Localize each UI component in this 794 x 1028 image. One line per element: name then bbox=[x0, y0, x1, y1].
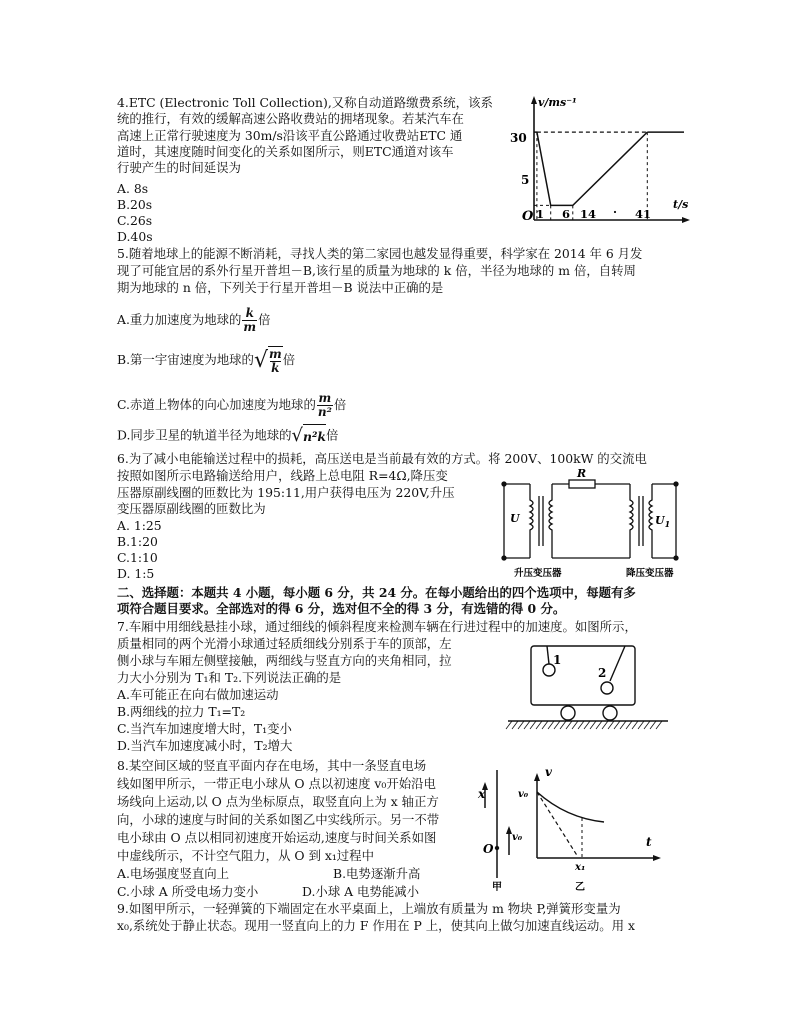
q7-option-d: D.当汽车加速度减小时，T₂增大 bbox=[117, 738, 293, 753]
dashed-velocity-line bbox=[537, 792, 578, 857]
q6-line-1: 6.为了减小电能输送过程中的损耗，高压送电是当前最有效的方式。将 200V、100kW 的交流电 bbox=[117, 451, 647, 466]
q6-option-a: A. 1:25 bbox=[117, 518, 162, 533]
q5-line-3: 期为地球的 n 倍，下列关于行星开普坦－B 说法中正确的是 bbox=[117, 280, 444, 295]
graph-y-label: v/ms⁻¹ bbox=[538, 96, 577, 109]
q5-line-2: 现了可能宜居的系外行星开普坦－B,该行星的质量为地球的 k 倍，半径为地球的 m 倍，自转周 bbox=[117, 263, 636, 278]
step-up-caption: 升压变压器 bbox=[514, 568, 562, 579]
graph-x1-label: x₁ bbox=[575, 862, 586, 873]
q8-option-a: A.电场强度竖直向上 bbox=[117, 866, 230, 881]
q4-line-2: 统的推行，有效的缓解高速公路收费站的拥堵现象。若某汽车在 bbox=[117, 111, 464, 126]
x-tick-6: 6 bbox=[562, 207, 571, 221]
q8-option-d: D.小球 A 电势能减小 bbox=[302, 884, 419, 899]
q7-option-c: C.当汽车加速度增大时，T₁变小 bbox=[117, 721, 292, 736]
step-down-caption: 降压变压器 bbox=[626, 568, 674, 579]
q7-option-a: A.车可能正在向右做加速运动 bbox=[117, 687, 279, 702]
figure-jia-caption: 甲 bbox=[492, 882, 502, 893]
graph-v-axis: v bbox=[545, 765, 552, 779]
q4-option-c: C.26s bbox=[117, 213, 153, 228]
x-tick-41: 41 bbox=[635, 207, 652, 221]
graph-x-label: t/s bbox=[673, 198, 689, 211]
q8-line-2: 线如图甲所示，一带正电小球从 O 点以初速度 v₀开始沿电 bbox=[117, 776, 436, 791]
q7-line-4: 力大小分别为 T₁和 T₂.下列说法正确的是 bbox=[117, 670, 342, 685]
q7-option-b: B.两细线的拉力 T₁=T₂ bbox=[117, 704, 246, 719]
q5-line-1: 5.随着地球上的能源不断消耗，寻找人类的第二家园也越发显得重要，科学家在 2014 年 6 月发 bbox=[117, 246, 643, 261]
q9-line-2: x₀,系统处于静止状态。现用一竖直向上的力 F 作用在 P 上，使其向上做匀加速直线运动。用 x bbox=[117, 918, 635, 933]
q7-line-1: 7.车厢中用细线悬挂小球，通过细线的倾斜程度来检测车辆在行进过程中的加速度。如图所示， bbox=[117, 619, 637, 634]
q5-option-a: A.重力加速度为地球的 $\frac{k}{m}$ 倍 bbox=[117, 306, 271, 334]
q5-option-d: D.同步卫星的轨道半径为地球的 √ n²k 倍 bbox=[117, 425, 339, 446]
figure-yi-caption: 乙 bbox=[575, 882, 585, 893]
q4-line-1: 4.ETC (Electronic Toll Collection),又称自动道路缴费系统，该系 bbox=[117, 95, 493, 110]
q6-line-2: 按照如图所示电路输送给用户，线路上总电阻 R=4Ω,降压变 bbox=[117, 468, 448, 483]
q6-option-c: C.1:10 bbox=[117, 550, 158, 565]
q4-option-b: B.20s bbox=[117, 197, 153, 212]
section2-line-2: 项符合题目要求。全部选对的得 6 分，选对但不全的得 3 分，有选错的得 0 分。 bbox=[117, 601, 566, 616]
sqrt-n2k: √ n²k bbox=[291, 425, 327, 446]
q4-option-a: A. 8s bbox=[117, 181, 149, 196]
q9-line-1: 9.如图甲所示，一轻弹簧的下端固定在水平桌面上，上端放有质量为 m 物块 P,弹簧形变量为 bbox=[117, 901, 621, 916]
x-tick-1: 1 bbox=[536, 207, 545, 221]
q4-line-4: 道时，其速度随时间变化的关系如图所示，则ETC通道对该车 bbox=[117, 144, 454, 159]
q4-option-d: D.40s bbox=[117, 229, 153, 244]
x-tick-dot: · bbox=[613, 205, 618, 219]
q4-line-3: 高速上正常行驶速度为 30m/s沿该平直公路通过收费站ETC 通 bbox=[117, 128, 463, 143]
graph-v0-label: v₀ bbox=[518, 789, 529, 800]
q7-line-2: 质量相同的两个光滑小球通过轻质细线分别系于车的顶部，左 bbox=[117, 636, 452, 651]
q8-option-b: B.电势逐渐升高 bbox=[333, 866, 421, 881]
x-tick-14: 14 bbox=[580, 207, 597, 221]
sqrt-m-over-k: √ $\frac{m}{k}$ bbox=[253, 347, 282, 375]
q8-option-c: C.小球 A 所受电场力变小 bbox=[117, 884, 259, 899]
voltage-u-label: U bbox=[510, 512, 520, 525]
ball-1-label: 1 bbox=[553, 653, 562, 667]
y-tick-5: 5 bbox=[521, 173, 530, 187]
q8-line-6: 中虚线所示，不计空气阻力，从 O 到 x₁过程中 bbox=[117, 848, 374, 863]
fraction-m-over-n2: $\frac{m}{\text{n²}}$ bbox=[317, 391, 332, 419]
field-v0-label: v₀ bbox=[512, 832, 523, 843]
q6-line-3: 压器原副线圈的匝数比为 195:11,用户获得电压为 220V,升压 bbox=[117, 485, 455, 500]
ball-2-label: 2 bbox=[598, 666, 607, 680]
q6-option-b: B.1:20 bbox=[117, 534, 158, 549]
graph-origin: O bbox=[522, 209, 534, 224]
q5-option-c: C.赤道上物体的向心加速度为地球的 $\frac{m}{\text{n²}}$ 倍 bbox=[117, 391, 347, 419]
resistor-label: R bbox=[577, 467, 587, 480]
graph-t-axis: t bbox=[646, 835, 652, 849]
q8-line-5: 电小球由 O 点以相同初速度开始运动,速度与时间关系如图 bbox=[117, 830, 437, 845]
q8-line-1: 8.某空间区域的竖直平面内存在电场，其中一条竖直电场 bbox=[117, 758, 427, 773]
voltage-u1-label: $U_1$ bbox=[655, 514, 671, 529]
field-x-label: x bbox=[478, 787, 486, 801]
q4-line-5: 行驶产生的时间延误为 bbox=[117, 160, 241, 175]
fraction-k-over-m: $\frac{k}{m}$ bbox=[243, 306, 257, 334]
field-origin: O bbox=[483, 842, 494, 856]
q8-line-4: 向，小球的速度与时间的关系如图乙中实线所示。另一不带 bbox=[117, 812, 440, 827]
solid-velocity-curve bbox=[537, 792, 604, 822]
section2-line-1: 二、选择题：本题共 4 小题，每小题 6 分，共 24 分。在每小题给出的四个选项中，每题有多 bbox=[117, 585, 636, 600]
q5-option-b: B.第一宇宙速度为地球的 √ $\frac{m}{k}$ 倍 bbox=[117, 347, 296, 375]
q6-option-d: D. 1:5 bbox=[117, 566, 155, 581]
q8-line-3: 场线向上运动,以 O 点为坐标原点，取竖直向上为 x 轴正方 bbox=[117, 794, 439, 809]
y-tick-30: 30 bbox=[510, 131, 527, 145]
q7-line-3: 侧小球与车厢左侧壁接触，两细线与竖直方向的夹角相同，拉 bbox=[117, 653, 452, 668]
q6-line-4: 变压器原副线圈的匝数比为 bbox=[117, 501, 266, 516]
